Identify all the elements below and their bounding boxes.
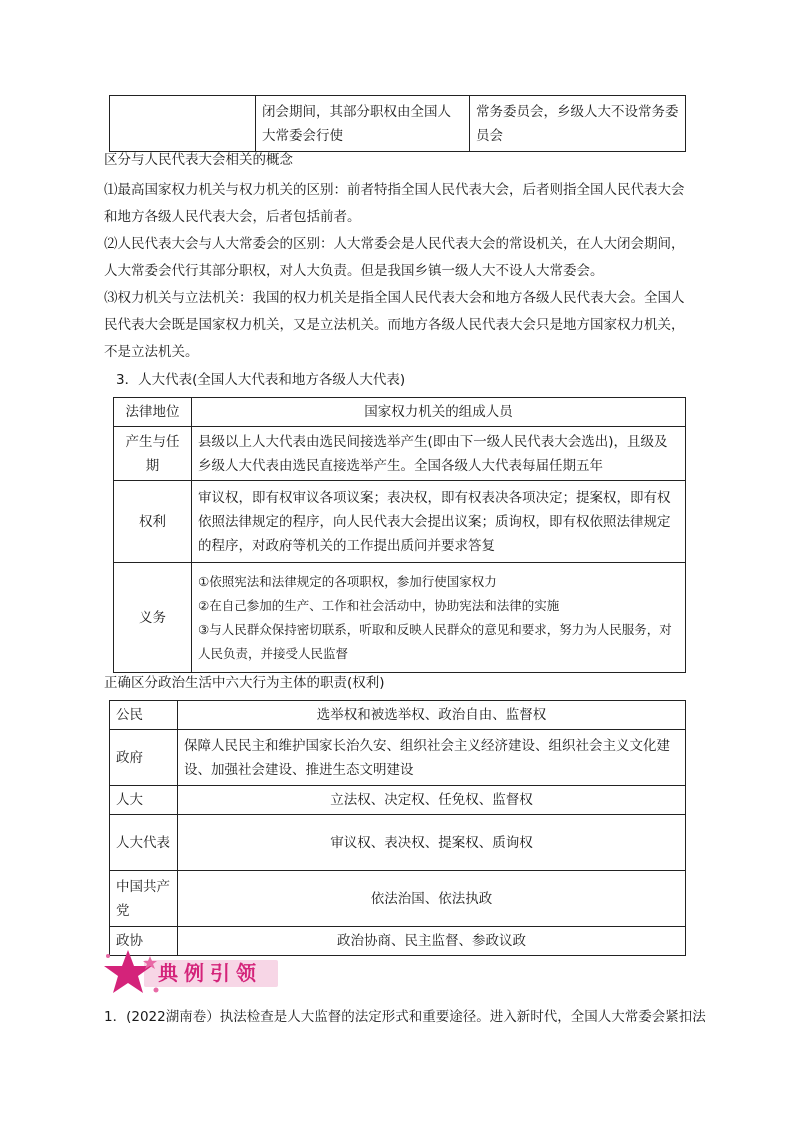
concepts-paragraph-2: ⑵人民代表大会与人大常委会的区别：人大常委会是人民代表大会的常设机关，在人大闭会期间，人大常委会代行其部分职权，对人大负责。但是我国乡镇一级人大不设人大常委会。: [104, 236, 685, 279]
table-cell: 闭会期间，其部分职权由全国人大常委会行使: [256, 96, 470, 152]
table-row: [110, 96, 686, 152]
deputies-heading: 3．人大代表(全国人大代表和地方各级人大代表): [116, 372, 406, 388]
row-label: 人大: [110, 786, 178, 815]
row-content: 政治协商、民主监督、参政议政: [178, 927, 686, 956]
concepts-paragraph-3: ⑶权力机关与立法机关：我国的权力机关是指全国人民代表大会和地方各级人民代表大会。全国人民代表大会既是国家权力机关，又是立法机关。而地方各级人民代表大会只是地方国家权力机关，不是立法机关。: [104, 290, 685, 360]
table-row: [110, 730, 686, 786]
row-content: 立法权、决定权、任免权、监督权: [178, 786, 686, 815]
example-banner: [98, 948, 288, 1000]
table-cell: [110, 96, 256, 152]
duty-line: ②在自己参加的生产、工作和社会活动中，协助宪法和法律的实施: [198, 597, 560, 613]
row-content: 审议权，即有权审议各项议案；表决权，即有权表决各项决定；提案权，即有权依照法律规定的程序，向人民代表大会提出议案；质询权，即有权依照法律规定的程序，对政府等机关的工作提出质问并要求答复: [192, 481, 686, 563]
table-row: [114, 398, 686, 427]
concepts-paragraph-1: ⑴最高国家权力机关与权力机关的区别：前者特指全国人民代表大会，后者则指全国人民代表大会和地方各级人民代表大会，后者包括前者。: [104, 182, 685, 225]
row-label: 人大代表: [110, 815, 178, 871]
row-content: 审议权、表决权、提案权、质询权: [178, 815, 686, 871]
table-row: [110, 815, 686, 871]
table-row: [110, 786, 686, 815]
row-label: 政府: [110, 730, 178, 786]
subjects-heading: 正确区分政治生活中六大行为主体的职责(权利): [104, 675, 385, 691]
duty-line: ①依照宪法和法律规定的各项职权，参加行使国家权力: [198, 573, 497, 589]
table-cell: 常务委员会，乡级人大不设常务委员会: [470, 96, 686, 152]
row-label: 义务: [114, 563, 192, 673]
row-label: 公民: [110, 701, 178, 730]
table-row: [114, 427, 686, 481]
concepts-heading: 区分与人民代表大会相关的概念: [104, 152, 293, 168]
duty-line: ③与人民群众保持密切联系，听取和反映人民群众的意见和要求，努力为人民服务，对人民负责，并接受人民监督: [198, 621, 672, 661]
deputies-table: [113, 397, 686, 673]
row-content: 国家权力机关的组成人员: [192, 398, 686, 427]
row-content: 选举权和被选举权、政治自由、监督权: [178, 701, 686, 730]
question-1: 1．(2022湖南卷）执法检查是人大监督的法定形式和重要途径。进入新时代，全国人大常委会紧扣法: [104, 1009, 706, 1025]
continued-table: [109, 95, 686, 152]
subjects-table: [109, 700, 686, 956]
table-row: [110, 871, 686, 927]
banner-title: 典例引领: [158, 961, 262, 985]
table-row: [114, 481, 686, 563]
table-row: [110, 701, 686, 730]
row-label: 中国共产党: [110, 871, 178, 927]
row-content: 依法治国、依法执政: [178, 871, 686, 927]
row-content: 保障人民民主和维护国家长治久安、组织社会主义经济建设、组织社会主义文化建设、加强社会建设、推进生态文明建设: [178, 730, 686, 786]
row-content: 县级以上人大代表由选民间接选举产生(即由下一级人民代表大会选出)，且级及乡级人大代表由选民直接选举产生。全国各级人大代表每届任期五年: [192, 427, 686, 481]
row-label: 法律地位: [114, 398, 192, 427]
row-content: [192, 563, 686, 673]
row-label: 产生与任期: [114, 427, 192, 481]
table-row: [114, 563, 686, 673]
row-label: 政协: [110, 927, 178, 956]
row-label: 权利: [114, 481, 192, 563]
